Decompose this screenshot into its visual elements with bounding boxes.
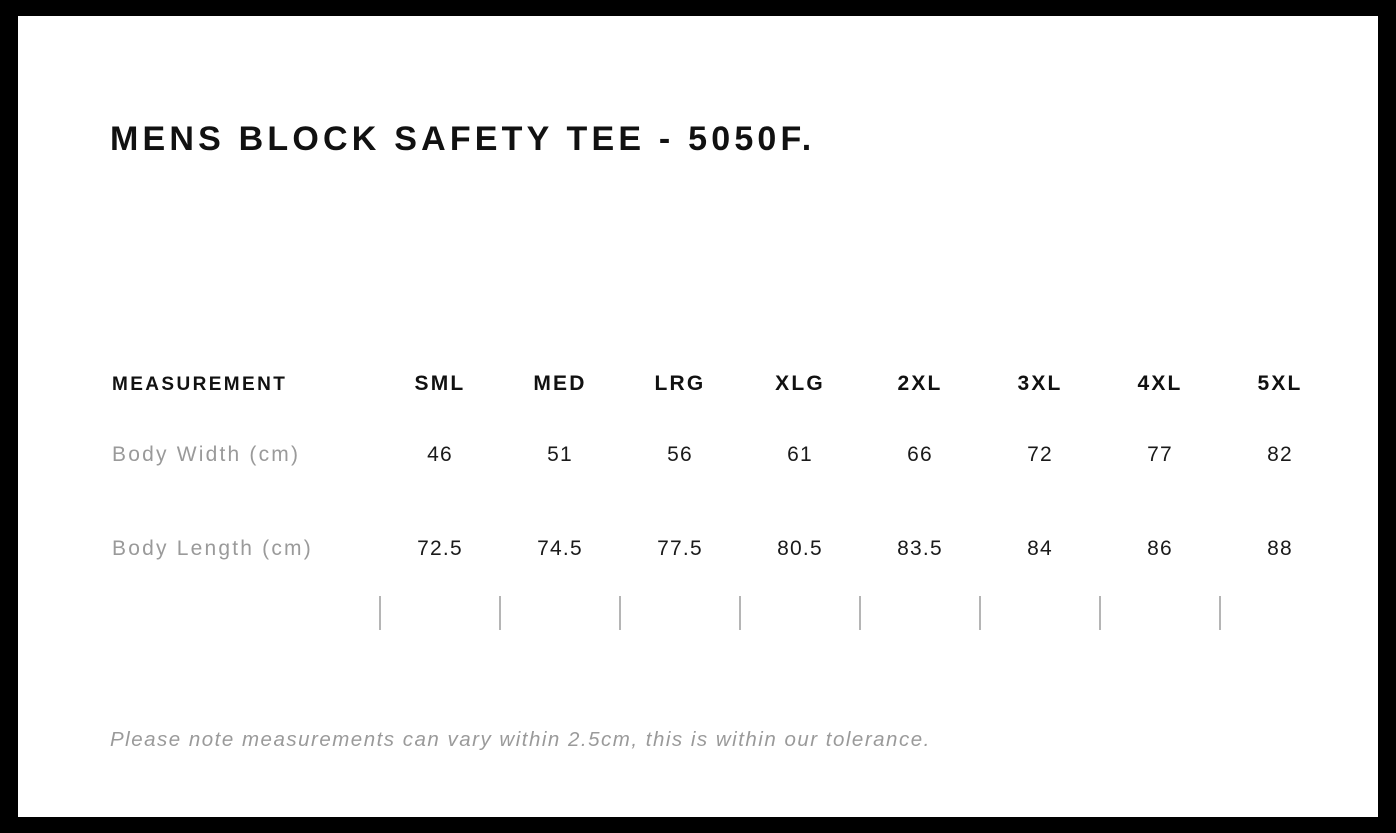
cell-body-width-lrg: 56 xyxy=(667,443,693,466)
cell-body-length-xlg: 80.5 xyxy=(777,537,823,560)
page-title: MENS BLOCK SAFETY TEE - 5050F. xyxy=(110,120,816,158)
tolerance-note: Please note measurements can vary within 2.5cm, this is within our tolerance. xyxy=(110,728,931,751)
cell-body-width-sml: 46 xyxy=(427,443,453,466)
column-header-size-4xl: 4XL xyxy=(1137,372,1183,395)
column-header-size-lrg: LRG xyxy=(654,372,706,395)
column-header-size-5xl: 5XL xyxy=(1257,372,1303,395)
cell-body-length-med: 74.5 xyxy=(537,537,583,560)
row-label-body-length: Body Length (cm) xyxy=(112,537,313,560)
spacer-cell xyxy=(380,596,500,630)
cell-body-width-4xl: 77 xyxy=(1147,443,1173,466)
spacer-label-cell xyxy=(110,596,380,630)
cell-body-width-3xl: 72 xyxy=(1027,443,1053,466)
cell-body-length-5xl: 88 xyxy=(1267,537,1293,560)
column-header-size-med: MED xyxy=(533,372,587,395)
column-header-size-3xl: 3XL xyxy=(1017,372,1063,395)
cell-body-width-5xl: 82 xyxy=(1267,443,1293,466)
spacer-cell xyxy=(740,596,860,630)
table-row xyxy=(110,502,1340,596)
size-chart-table-wrapper xyxy=(110,286,1340,630)
table-row xyxy=(110,408,1340,502)
row-label-body-width: Body Width (cm) xyxy=(112,443,301,466)
spacer-cell xyxy=(1100,596,1220,630)
spacer-cell xyxy=(1220,596,1340,630)
spacer-cell xyxy=(500,596,620,630)
column-header-size-sml: SML xyxy=(414,372,466,395)
table-header-row xyxy=(110,286,1340,408)
table-bottom-spacer xyxy=(110,596,1340,630)
column-header-size-xlg: XLG xyxy=(775,372,825,395)
column-header-measurement: MEASUREMENT xyxy=(112,374,288,395)
cell-body-width-xlg: 61 xyxy=(787,443,813,466)
cell-body-width-2xl: 66 xyxy=(907,443,933,466)
cell-body-length-4xl: 86 xyxy=(1147,537,1173,560)
cell-body-length-sml: 72.5 xyxy=(417,537,463,560)
cell-body-length-3xl: 84 xyxy=(1027,537,1053,560)
size-chart-card xyxy=(18,16,1378,817)
spacer-cell xyxy=(860,596,980,630)
cell-body-width-med: 51 xyxy=(547,443,573,466)
column-header-size-2xl: 2XL xyxy=(897,372,943,395)
cell-body-length-2xl: 83.5 xyxy=(897,537,943,560)
spacer-cell xyxy=(980,596,1100,630)
size-chart-table xyxy=(110,286,1340,630)
spacer-cell xyxy=(620,596,740,630)
cell-body-length-lrg: 77.5 xyxy=(657,537,703,560)
